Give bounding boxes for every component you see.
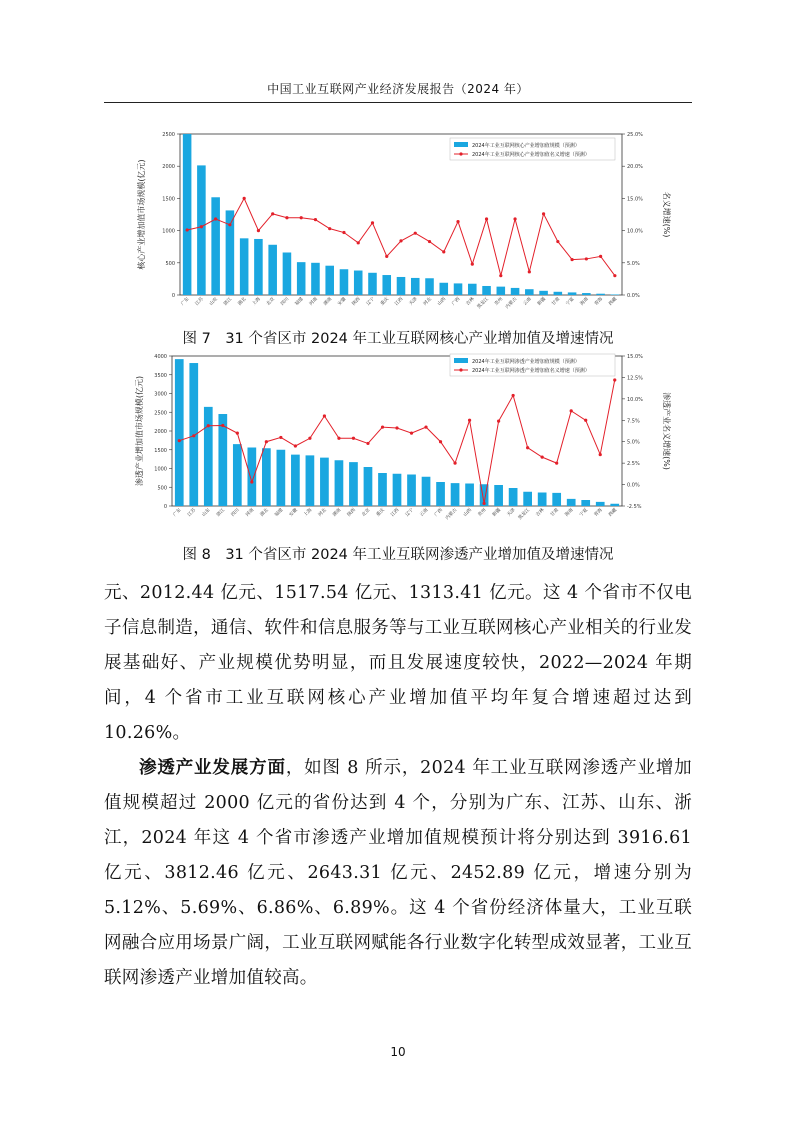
fig7-bar <box>582 293 591 295</box>
fig8-bar <box>233 444 242 506</box>
fig7-bar <box>382 275 391 295</box>
fig7-growth-point <box>328 227 331 230</box>
fig7-x-tick-label: 安徽 <box>337 296 348 307</box>
fig7-bar <box>283 252 292 295</box>
fig7-x-tick-label: 贵州 <box>494 296 505 307</box>
fig8-x-tick-label: 贵州 <box>477 507 488 518</box>
fig7-growth-point <box>300 216 303 219</box>
fig7-bar <box>539 291 548 295</box>
fig7-bar <box>254 239 263 295</box>
fig8-x-tick-label: 宁夏 <box>579 507 590 518</box>
fig8-growth-point <box>279 436 282 439</box>
fig7-x-tick-label: 上海 <box>251 296 262 307</box>
fig8-growth-point <box>599 453 602 456</box>
fig8-bar <box>393 474 402 506</box>
fig7-x-tick-label: 广西 <box>451 296 462 307</box>
fig8-bar <box>349 462 358 506</box>
fig8-y2-tick-label: 15.0% <box>627 354 643 360</box>
fig7-x-tick-label: 湖北 <box>237 296 248 307</box>
fig7-growth-line <box>187 198 615 275</box>
fig7-x-tick-label: 北京 <box>266 296 277 307</box>
fig8-x-tick-label: 福建 <box>274 507 285 518</box>
fig7-x-tick-label: 湖南 <box>323 296 334 307</box>
fig7-bar <box>325 266 334 295</box>
fig8-y2-tick-label: 0.0% <box>627 482 640 489</box>
fig7-growth-point <box>599 255 602 258</box>
fig7-growth-point <box>485 217 488 220</box>
fig8-bar <box>610 504 619 506</box>
fig8-growth-point <box>570 409 573 412</box>
fig7-growth-point <box>528 270 531 273</box>
fig7-growth-point <box>357 241 360 244</box>
fig8-legend-line-label: 2024年工业互联网渗透产业增加值名义增速（预测） <box>472 368 590 374</box>
fig8-y-tick-label: 500 <box>157 485 167 492</box>
fig7-x-tick-label: 天津 <box>408 296 419 307</box>
fig7-bar <box>468 284 477 295</box>
fig7-y-tick-label: 1500 <box>162 196 175 203</box>
fig8-bar <box>538 493 547 507</box>
fig8-bar <box>407 475 416 507</box>
fig8-growth-point <box>395 426 398 429</box>
fig8-x-tick-label: 甘肃 <box>550 507 561 518</box>
fig8-growth-point <box>497 420 500 423</box>
fig8-bar <box>262 448 271 506</box>
fig7-x-tick-label: 福建 <box>294 296 305 307</box>
fig8-growth-point <box>207 424 210 427</box>
fig8-x-tick-label: 湖南 <box>332 507 343 518</box>
fig8-bar <box>436 482 445 506</box>
fig8-bar <box>596 502 605 506</box>
fig7-growth-point <box>214 217 217 220</box>
fig8-bar <box>277 450 286 506</box>
fig8-growth-point <box>613 378 616 381</box>
fig7-legend-line-label: 2024年工业互联网核心产业增加值名义增速（预测） <box>472 152 590 158</box>
fig7-x-tick-label: 河南 <box>308 296 319 307</box>
fig7-bar <box>525 289 534 295</box>
fig8-bar <box>494 485 503 506</box>
fig8-growth-point <box>482 502 485 505</box>
page-number: 10 <box>390 1045 406 1059</box>
fig7-x-tick-label: 江苏 <box>194 296 205 307</box>
fig7-x-tick-label: 宁夏 <box>565 296 576 307</box>
fig7-growth-point <box>456 220 459 223</box>
fig7-y-tick-label: 0 <box>171 293 175 299</box>
fig7-x-tick-label: 内蒙古 <box>505 296 519 311</box>
fig7-y2-tick-label: 0.0% <box>627 293 640 299</box>
fig7-growth-point <box>271 212 274 215</box>
fig7-bar <box>454 283 463 295</box>
fig7-y2-tick-label: 20.0% <box>627 164 643 171</box>
fig7-x-tick-label: 新疆 <box>536 296 547 307</box>
fig8-x-tick-label: 辽宁 <box>404 507 415 518</box>
fig7-growth-point <box>471 262 474 265</box>
fig8-growth-point <box>512 394 515 397</box>
fig8-growth-point <box>526 446 529 449</box>
fig8-bar <box>523 492 532 506</box>
fig7-x-tick-label: 河北 <box>422 296 433 307</box>
fig8-x-tick-label: 天津 <box>506 507 517 518</box>
fig8-bar <box>581 500 590 506</box>
fig8-bar <box>451 483 460 506</box>
fig8-growth-point <box>584 419 587 422</box>
figure-7-chart <box>130 124 670 320</box>
fig7-bar <box>425 278 434 295</box>
figure-8-chart <box>130 346 671 522</box>
fig7-legend-bar-swatch <box>454 142 468 147</box>
fig7-bar <box>340 269 349 295</box>
fig7-x-tick-label: 甘肃 <box>551 296 562 307</box>
fig8-bar <box>175 359 184 506</box>
fig7-y2-tick-label: 10.0% <box>627 228 643 235</box>
fig8-x-tick-label: 青海 <box>593 507 604 518</box>
fig8-y2-tick-label: 5.0% <box>627 439 640 446</box>
fig8-bar <box>509 488 518 506</box>
fig7-growth-point <box>585 257 588 260</box>
fig7-x-tick-label: 云南 <box>522 296 533 307</box>
header-rule <box>104 102 692 103</box>
body-text <box>104 576 692 996</box>
fig7-x-tick-label: 山西 <box>437 296 448 307</box>
fig7-x-tick-label: 江西 <box>394 296 405 307</box>
figure-8-caption: 图 8 31 个省区市 2024 年工业互联网渗透产业增加值及增速情况 <box>182 547 614 563</box>
fig8-y-tick-label: 1000 <box>154 466 167 473</box>
fig7-growth-point <box>200 225 203 228</box>
fig8-bar <box>465 484 474 507</box>
fig8-y2-tick-label: -2.5% <box>627 504 642 510</box>
fig8-y-tick-label: 3500 <box>154 372 167 379</box>
fig7-x-tick-label: 黑龙江 <box>476 296 490 311</box>
fig8-y2-tick-label: 2.5% <box>627 461 640 468</box>
fig7-x-tick-label: 海南 <box>579 296 590 307</box>
fig7-bar <box>511 288 520 295</box>
fig7-x-tick-label: 山东 <box>209 296 220 307</box>
fig7-growth-point <box>442 250 445 253</box>
fig7-bar <box>568 292 577 295</box>
fig7-bar <box>482 286 491 295</box>
fig7-bar <box>311 263 320 295</box>
fig8-y-tick-label: 4000 <box>154 354 167 360</box>
fig7-growth-point <box>257 229 260 232</box>
fig8-bar <box>291 455 300 506</box>
fig8-y2-axis-label: 渗透产业名义增速(%) <box>662 392 671 470</box>
fig8-x-tick-label: 河北 <box>317 507 328 518</box>
fig7-growth-point <box>342 231 345 234</box>
fig7-y2-tick-label: 15.0% <box>627 196 643 203</box>
fig8-growth-point <box>337 437 340 440</box>
fig7-x-tick-label: 西藏 <box>608 296 619 307</box>
fig8-x-tick-label: 重庆 <box>375 507 386 518</box>
fig8-growth-point <box>439 440 442 443</box>
paragraph-body: ，如图 8 所示，2024 年工业互联网渗透产业增加值规模超过 2000 亿元的省份达到 4 个，分别为广东、江苏、山东、浙江，2024 年这 4 个省市渗透产业增加值规模预计将分别达到 3916.61 亿元、3812.46 亿元、2643.31 亿元、2452.89 亿元，增速分别为 5.12%、5.69%、6.86%、6.89%。这 4 个省份经济体量大，工业互联网融合应用场景广阔，工业互联网赋能各行业数字化转型成效显著，工业互联网渗透产业增加值较高。 <box>104 758 692 988</box>
fig8-y-tick-label: 1500 <box>154 447 167 454</box>
fig8-growth-point <box>352 437 355 440</box>
fig7-bar <box>397 277 406 295</box>
fig8-x-tick-label: 上海 <box>303 507 314 518</box>
fig8-bar <box>247 448 256 507</box>
fig7-y-tick-label: 2500 <box>162 132 175 138</box>
fig7-bar <box>197 165 206 295</box>
fig8-growth-point <box>294 444 297 447</box>
fig7-y-tick-label: 1000 <box>162 228 175 235</box>
fig8-x-tick-label: 江西 <box>390 507 401 518</box>
fig7-bar <box>439 283 448 295</box>
fig7-bar <box>554 292 563 295</box>
fig8-growth-point <box>366 442 369 445</box>
fig7-x-tick-label: 吉林 <box>465 296 476 307</box>
paragraph-penetration-industry <box>104 751 692 996</box>
fig7-bar <box>354 271 363 295</box>
fig8-growth-point <box>221 424 224 427</box>
fig7-growth-point <box>499 274 502 277</box>
fig7-x-tick-label: 辽宁 <box>365 296 376 307</box>
fig8-x-tick-label: 河南 <box>245 507 256 518</box>
fig7-growth-point <box>243 197 246 200</box>
fig8-x-tick-label: 北京 <box>361 507 372 518</box>
fig7-growth-point <box>613 274 616 277</box>
fig8-legend-bar-label: 2024年工业互联网渗透产业增加值规模（预测） <box>472 359 580 365</box>
fig8-growth-point <box>323 414 326 417</box>
fig7-x-tick-label: 四川 <box>280 296 291 307</box>
fig7-y2-tick-label: 25.0% <box>627 132 643 138</box>
fig8-x-tick-label: 湖北 <box>259 507 270 518</box>
fig8-bar <box>552 493 561 506</box>
fig8-y2-tick-label: 10.0% <box>627 396 643 403</box>
fig7-legend-line-marker <box>459 152 462 155</box>
fig7-growth-point <box>314 218 317 221</box>
fig8-growth-point <box>178 439 181 442</box>
fig8-bar <box>567 499 576 506</box>
fig7-bar <box>611 294 620 295</box>
fig8-y2-tick-label: 12.5% <box>627 375 643 382</box>
fig8-y-axis-label: 渗透产业增加值市场规模(亿元) <box>135 375 144 487</box>
fig8-bar <box>306 455 315 506</box>
fig8-y2-tick-label: 7.5% <box>627 418 640 425</box>
fig8-bar <box>378 473 387 506</box>
fig8-x-tick-label: 山东 <box>201 507 212 518</box>
fig7-y-tick-label: 500 <box>165 260 175 267</box>
fig7-x-tick-label: 浙江 <box>223 296 234 307</box>
fig7-x-tick-label: 陕西 <box>351 296 362 307</box>
fig8-growth-point <box>236 432 239 435</box>
fig7-bar <box>596 294 605 295</box>
running-header: 中国工业互联网产业经济发展报告（2024 年） <box>267 82 529 96</box>
fig8-y-tick-label: 0 <box>163 504 167 510</box>
fig7-x-tick-label: 青海 <box>593 296 605 307</box>
fig8-bar <box>320 458 329 506</box>
fig7-growth-point <box>542 212 545 215</box>
fig7-bar <box>240 238 249 295</box>
fig8-legend-bar-swatch <box>454 358 468 363</box>
fig8-bar <box>422 477 431 506</box>
fig8-growth-point <box>541 456 544 459</box>
fig7-y2-tick-label: 5.0% <box>627 260 640 267</box>
fig8-growth-point <box>192 434 195 437</box>
fig7-growth-point <box>414 232 417 235</box>
fig8-y-tick-label: 2000 <box>154 429 167 435</box>
fig7-growth-point <box>513 217 516 220</box>
fig8-growth-point <box>424 426 427 429</box>
fig8-bar <box>218 414 227 506</box>
fig7-bar <box>268 245 277 295</box>
fig8-x-tick-label: 陕西 <box>346 507 357 518</box>
fig7-bar <box>211 197 220 295</box>
fig8-x-tick-label: 广西 <box>433 507 444 518</box>
fig8-x-tick-label: 浙江 <box>216 507 227 518</box>
fig8-x-tick-label: 云南 <box>419 507 430 518</box>
fig8-x-tick-label: 西藏 <box>608 507 619 518</box>
paragraph-core-industry: 元、2012.44 亿元、1517.54 亿元、1313.41 亿元。这 4 个省市不仅电子信息制造，通信、软件和信息服务等与工业互联网核心产业相关的行业发展基础好、产业规模优势明显，而且发展速度较快，2022—2024 年期间，4 个省市工业互联网核心产业增加值平均年复合增速超过达到 10.26%。 <box>104 583 692 743</box>
fig8-growth-point <box>250 480 253 483</box>
fig7-x-tick-label: 广东 <box>180 296 191 307</box>
fig8-growth-point <box>308 437 311 440</box>
fig8-growth-point <box>265 440 268 443</box>
fig7-y2-axis-label: 名义增速(%) <box>662 191 671 238</box>
fig8-x-tick-label: 安徽 <box>288 507 299 518</box>
fig8-x-tick-label: 广东 <box>172 507 183 518</box>
fig7-bar <box>497 287 506 295</box>
fig8-bar <box>204 407 213 506</box>
fig8-x-tick-label: 四川 <box>230 507 241 518</box>
fig8-x-tick-label: 黑龙江 <box>517 507 532 522</box>
fig8-bar <box>364 467 373 506</box>
fig7-x-tick-label: 重庆 <box>380 296 391 307</box>
fig8-legend-line-marker <box>459 368 462 371</box>
fig7-legend-bar-label: 2024年工业互联网核心产业增加值规模（预测） <box>472 143 580 149</box>
fig8-x-tick-label: 新疆 <box>491 507 503 518</box>
fig7-growth-point <box>570 258 573 261</box>
paragraph-lead-bold: 渗透产业发展方面 <box>139 758 286 778</box>
fig8-growth-point <box>555 462 558 465</box>
fig8-growth-point <box>381 426 384 429</box>
fig7-bar <box>183 134 192 295</box>
fig8-y-tick-label: 2500 <box>154 410 167 417</box>
fig7-y-axis-label: 核心产业增加值市场规模(亿元) <box>137 159 146 270</box>
fig7-growth-point <box>228 223 231 226</box>
fig8-x-tick-label: 吉林 <box>535 507 546 518</box>
fig8-y-tick-label: 3000 <box>154 391 167 398</box>
fig7-bar <box>368 273 377 295</box>
fig7-growth-point <box>285 216 288 219</box>
fig8-growth-point <box>453 462 456 465</box>
fig8-x-tick-label: 江苏 <box>187 507 198 518</box>
fig8-growth-point <box>468 419 471 422</box>
fig7-growth-point <box>385 255 388 258</box>
fig7-growth-point <box>428 240 431 243</box>
fig7-growth-point <box>186 228 189 231</box>
fig8-x-tick-label: 山西 <box>462 507 473 518</box>
figure-7-caption: 图 7 31 个省区市 2024 年工业互联网核心产业增加值及增速情况 <box>182 331 614 347</box>
fig7-growth-point <box>399 239 402 242</box>
fig7-growth-point <box>556 240 559 243</box>
fig7-y-tick-label: 2000 <box>162 164 175 171</box>
fig7-growth-point <box>371 221 374 224</box>
fig8-growth-point <box>410 432 413 435</box>
fig8-x-tick-label: 海南 <box>564 507 575 518</box>
fig8-bar <box>335 460 344 506</box>
fig7-bar <box>297 262 306 295</box>
fig8-x-tick-label: 内蒙古 <box>445 507 459 522</box>
fig7-bar <box>411 278 420 295</box>
